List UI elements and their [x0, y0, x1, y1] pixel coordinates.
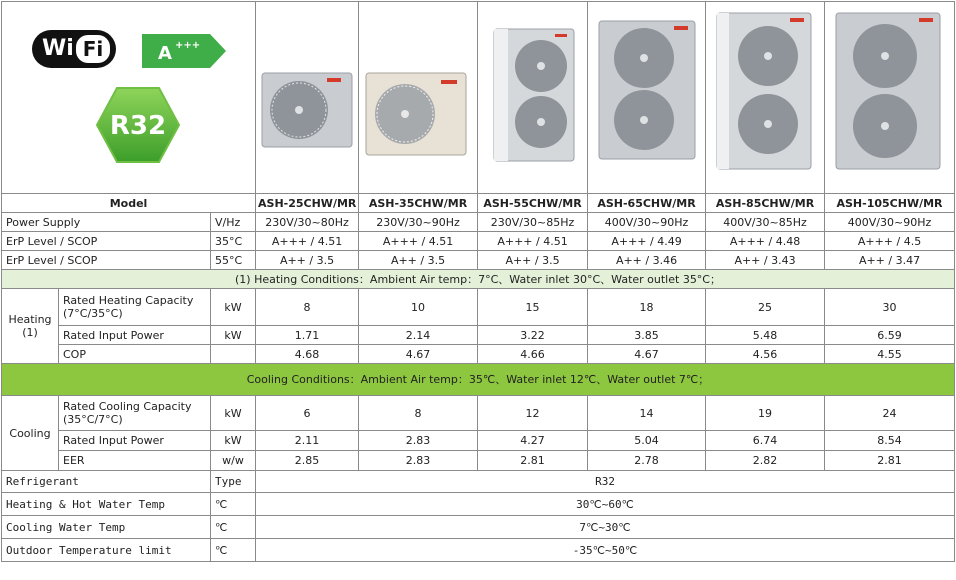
table-cell: 15 [478, 289, 588, 326]
cooling-capacity-row [2, 396, 955, 431]
wifi-badge [32, 30, 116, 68]
row-unit: ℃ [211, 493, 256, 516]
table-cell: 400V/30~90Hz [825, 213, 955, 232]
logo-badges-cell [2, 2, 256, 194]
image-cell-ash-105 [825, 2, 955, 194]
erp-35-row [2, 232, 955, 251]
table-cell: 18 [588, 289, 706, 326]
heating-group-label-line1: Heating [8, 313, 52, 326]
table-cell: 6.59 [825, 326, 955, 345]
table-cell: 12 [478, 396, 588, 431]
table-cell: A+++ / 4.51 [478, 232, 588, 251]
model-name: ASH-105CHW/MR [825, 194, 955, 213]
ash-55-unit-image [493, 28, 575, 164]
table-cell: A++ / 3.46 [588, 251, 706, 270]
table-cell: 4.27 [478, 431, 588, 451]
row-label: Cooling Water Temp [2, 516, 211, 539]
table-cell: 5.04 [588, 431, 706, 451]
image-cell-ash-55 [478, 2, 588, 194]
ash-85-unit-image [716, 12, 812, 172]
cooling-eer-row [2, 451, 955, 471]
table-cell: 8 [359, 396, 478, 431]
erp-55-row [2, 251, 955, 270]
table-cell: 19 [706, 396, 825, 431]
row-unit: kW [211, 289, 256, 326]
image-cell-ash-65 [588, 2, 706, 194]
table-cell: 5.48 [706, 326, 825, 345]
cooling-capacity-label [59, 396, 211, 431]
refrigerant-row [2, 471, 955, 493]
table-cell: 4.56 [706, 345, 825, 364]
table-cell: 30 [825, 289, 955, 326]
table-cell: 14 [588, 396, 706, 431]
row-unit: Type [211, 471, 256, 493]
table-cell: 8 [256, 289, 359, 326]
table-cell: 3.85 [588, 326, 706, 345]
model-name: ASH-55CHW/MR [478, 194, 588, 213]
table-cell: 8.54 [825, 431, 955, 451]
energy-class-badge [142, 34, 228, 68]
heating-group-label [2, 289, 59, 364]
row-label: ErP Level / SCOP [2, 232, 211, 251]
table-cell: 2.85 [256, 451, 359, 471]
table-cell: 6 [256, 396, 359, 431]
merged-value-cell: 30℃~60℃ [256, 493, 955, 516]
table-cell: 230V/30~85Hz [478, 213, 588, 232]
table-cell: 1.71 [256, 326, 359, 345]
table-cell: 2.14 [359, 326, 478, 345]
row-label: COP [59, 345, 211, 364]
table-cell: 4.55 [825, 345, 955, 364]
heating-capacity-label-line1: Rated Heating Capacity [63, 294, 194, 307]
row-label: Outdoor Temperature limit [2, 539, 211, 562]
model-name: ASH-35CHW/MR [359, 194, 478, 213]
row-unit: 55°C [211, 251, 256, 270]
row-unit: ℃ [211, 516, 256, 539]
table-cell: 2.78 [588, 451, 706, 471]
row-label: Power Supply [2, 213, 211, 232]
heating-conditions-text: (1) Heating Conditions：Ambient Air temp：7°C、Water inlet 30°C、Water outlet 35°C； [2, 270, 955, 289]
table-cell: 2.11 [256, 431, 359, 451]
table-cell: A+++ / 4.5 [825, 232, 955, 251]
image-cell-ash-25 [256, 2, 359, 194]
table-cell: A++ / 3.47 [825, 251, 955, 270]
energy-class-letter: A [158, 43, 172, 64]
heating-power-row [2, 326, 955, 345]
table-cell: 24 [825, 396, 955, 431]
product-image-row [2, 2, 955, 194]
model-header-label: Model [2, 194, 256, 213]
model-name: ASH-65CHW/MR [588, 194, 706, 213]
cooling-conditions-row [2, 364, 955, 396]
cooling-conditions-text: Cooling Conditions：Ambient Air temp：35℃、Water inlet 12℃、Water outlet 7℃； [2, 364, 955, 396]
row-unit: kW [211, 431, 256, 451]
row-label: Rated Input Power [59, 431, 211, 451]
table-cell: 4.66 [478, 345, 588, 364]
table-cell: A++ / 3.5 [359, 251, 478, 270]
row-unit: kW [211, 396, 256, 431]
table-cell: A+++ / 4.48 [706, 232, 825, 251]
ash-35-unit-image [365, 72, 467, 158]
table-cell: 4.67 [588, 345, 706, 364]
model-name: ASH-85CHW/MR [706, 194, 825, 213]
r32-badge [95, 86, 181, 164]
table-cell: 230V/30~80Hz [256, 213, 359, 232]
table-cell: 25 [706, 289, 825, 326]
row-label: Refrigerant [2, 471, 211, 493]
table-cell: 4.67 [359, 345, 478, 364]
cooling-capacity-label-line2: (35°C/7°C) [63, 413, 123, 426]
heating-capacity-label [59, 289, 211, 326]
table-cell: 230V/30~90Hz [359, 213, 478, 232]
row-unit: V/Hz [211, 213, 256, 232]
table-cell: 2.82 [706, 451, 825, 471]
row-label: Rated Input Power [59, 326, 211, 345]
spec-table [1, 1, 955, 562]
model-name: ASH-25CHW/MR [256, 194, 359, 213]
table-cell: A++ / 3.43 [706, 251, 825, 270]
merged-value-cell: R32 [256, 471, 955, 493]
row-label: ErP Level / SCOP [2, 251, 211, 270]
cooling-power-row [2, 431, 955, 451]
image-cell-ash-35 [359, 2, 478, 194]
heating-group-label-line2: (1) [22, 326, 38, 339]
table-cell: 6.74 [706, 431, 825, 451]
row-unit [211, 345, 256, 364]
cooling-group-label: Cooling [2, 396, 59, 471]
heating-cop-row [2, 345, 955, 364]
outdoor-limit-row [2, 539, 955, 562]
table-cell: A++ / 3.5 [256, 251, 359, 270]
row-unit: 35°C [211, 232, 256, 251]
table-cell: A+++ / 4.51 [256, 232, 359, 251]
row-unit: ℃ [211, 539, 256, 562]
energy-class-plus: +++ [175, 40, 201, 51]
merged-value-cell: 7℃~30℃ [256, 516, 955, 539]
wifi-text-right: Fi [76, 35, 110, 63]
table-cell: 2.81 [825, 451, 955, 471]
cooling-capacity-label-line1: Rated Cooling Capacity [63, 400, 192, 413]
model-header-row [2, 194, 955, 213]
table-cell: 2.83 [359, 451, 478, 471]
r32-badge-text: R32 [109, 111, 167, 141]
row-label: EER [59, 451, 211, 471]
heating-conditions-row [2, 270, 955, 289]
ash-65-unit-image [598, 20, 696, 166]
power-supply-row [2, 213, 955, 232]
table-cell: 400V/30~85Hz [706, 213, 825, 232]
heating-capacity-row [2, 289, 955, 326]
merged-value-cell: -35℃~50℃ [256, 539, 955, 562]
heating-capacity-label-line2: (7°C/35°C) [63, 307, 123, 320]
table-cell: 3.22 [478, 326, 588, 345]
table-cell: A++ / 3.5 [478, 251, 588, 270]
image-cell-ash-85 [706, 2, 825, 194]
table-cell: 10 [359, 289, 478, 326]
table-cell: 2.83 [359, 431, 478, 451]
table-cell: A+++ / 4.51 [359, 232, 478, 251]
table-cell: 2.81 [478, 451, 588, 471]
heating-hot-water-row [2, 493, 955, 516]
table-cell: A+++ / 4.49 [588, 232, 706, 251]
ash-105-unit-image [835, 12, 941, 172]
cooling-water-row [2, 516, 955, 539]
table-cell: 400V/30~90Hz [588, 213, 706, 232]
ash-25-unit-image [261, 72, 353, 150]
row-unit: kW [211, 326, 256, 345]
wifi-text-left: Wi [42, 36, 74, 61]
row-label: Heating & Hot Water Temp [2, 493, 211, 516]
table-cell: 4.68 [256, 345, 359, 364]
row-unit: w/w [211, 451, 256, 471]
